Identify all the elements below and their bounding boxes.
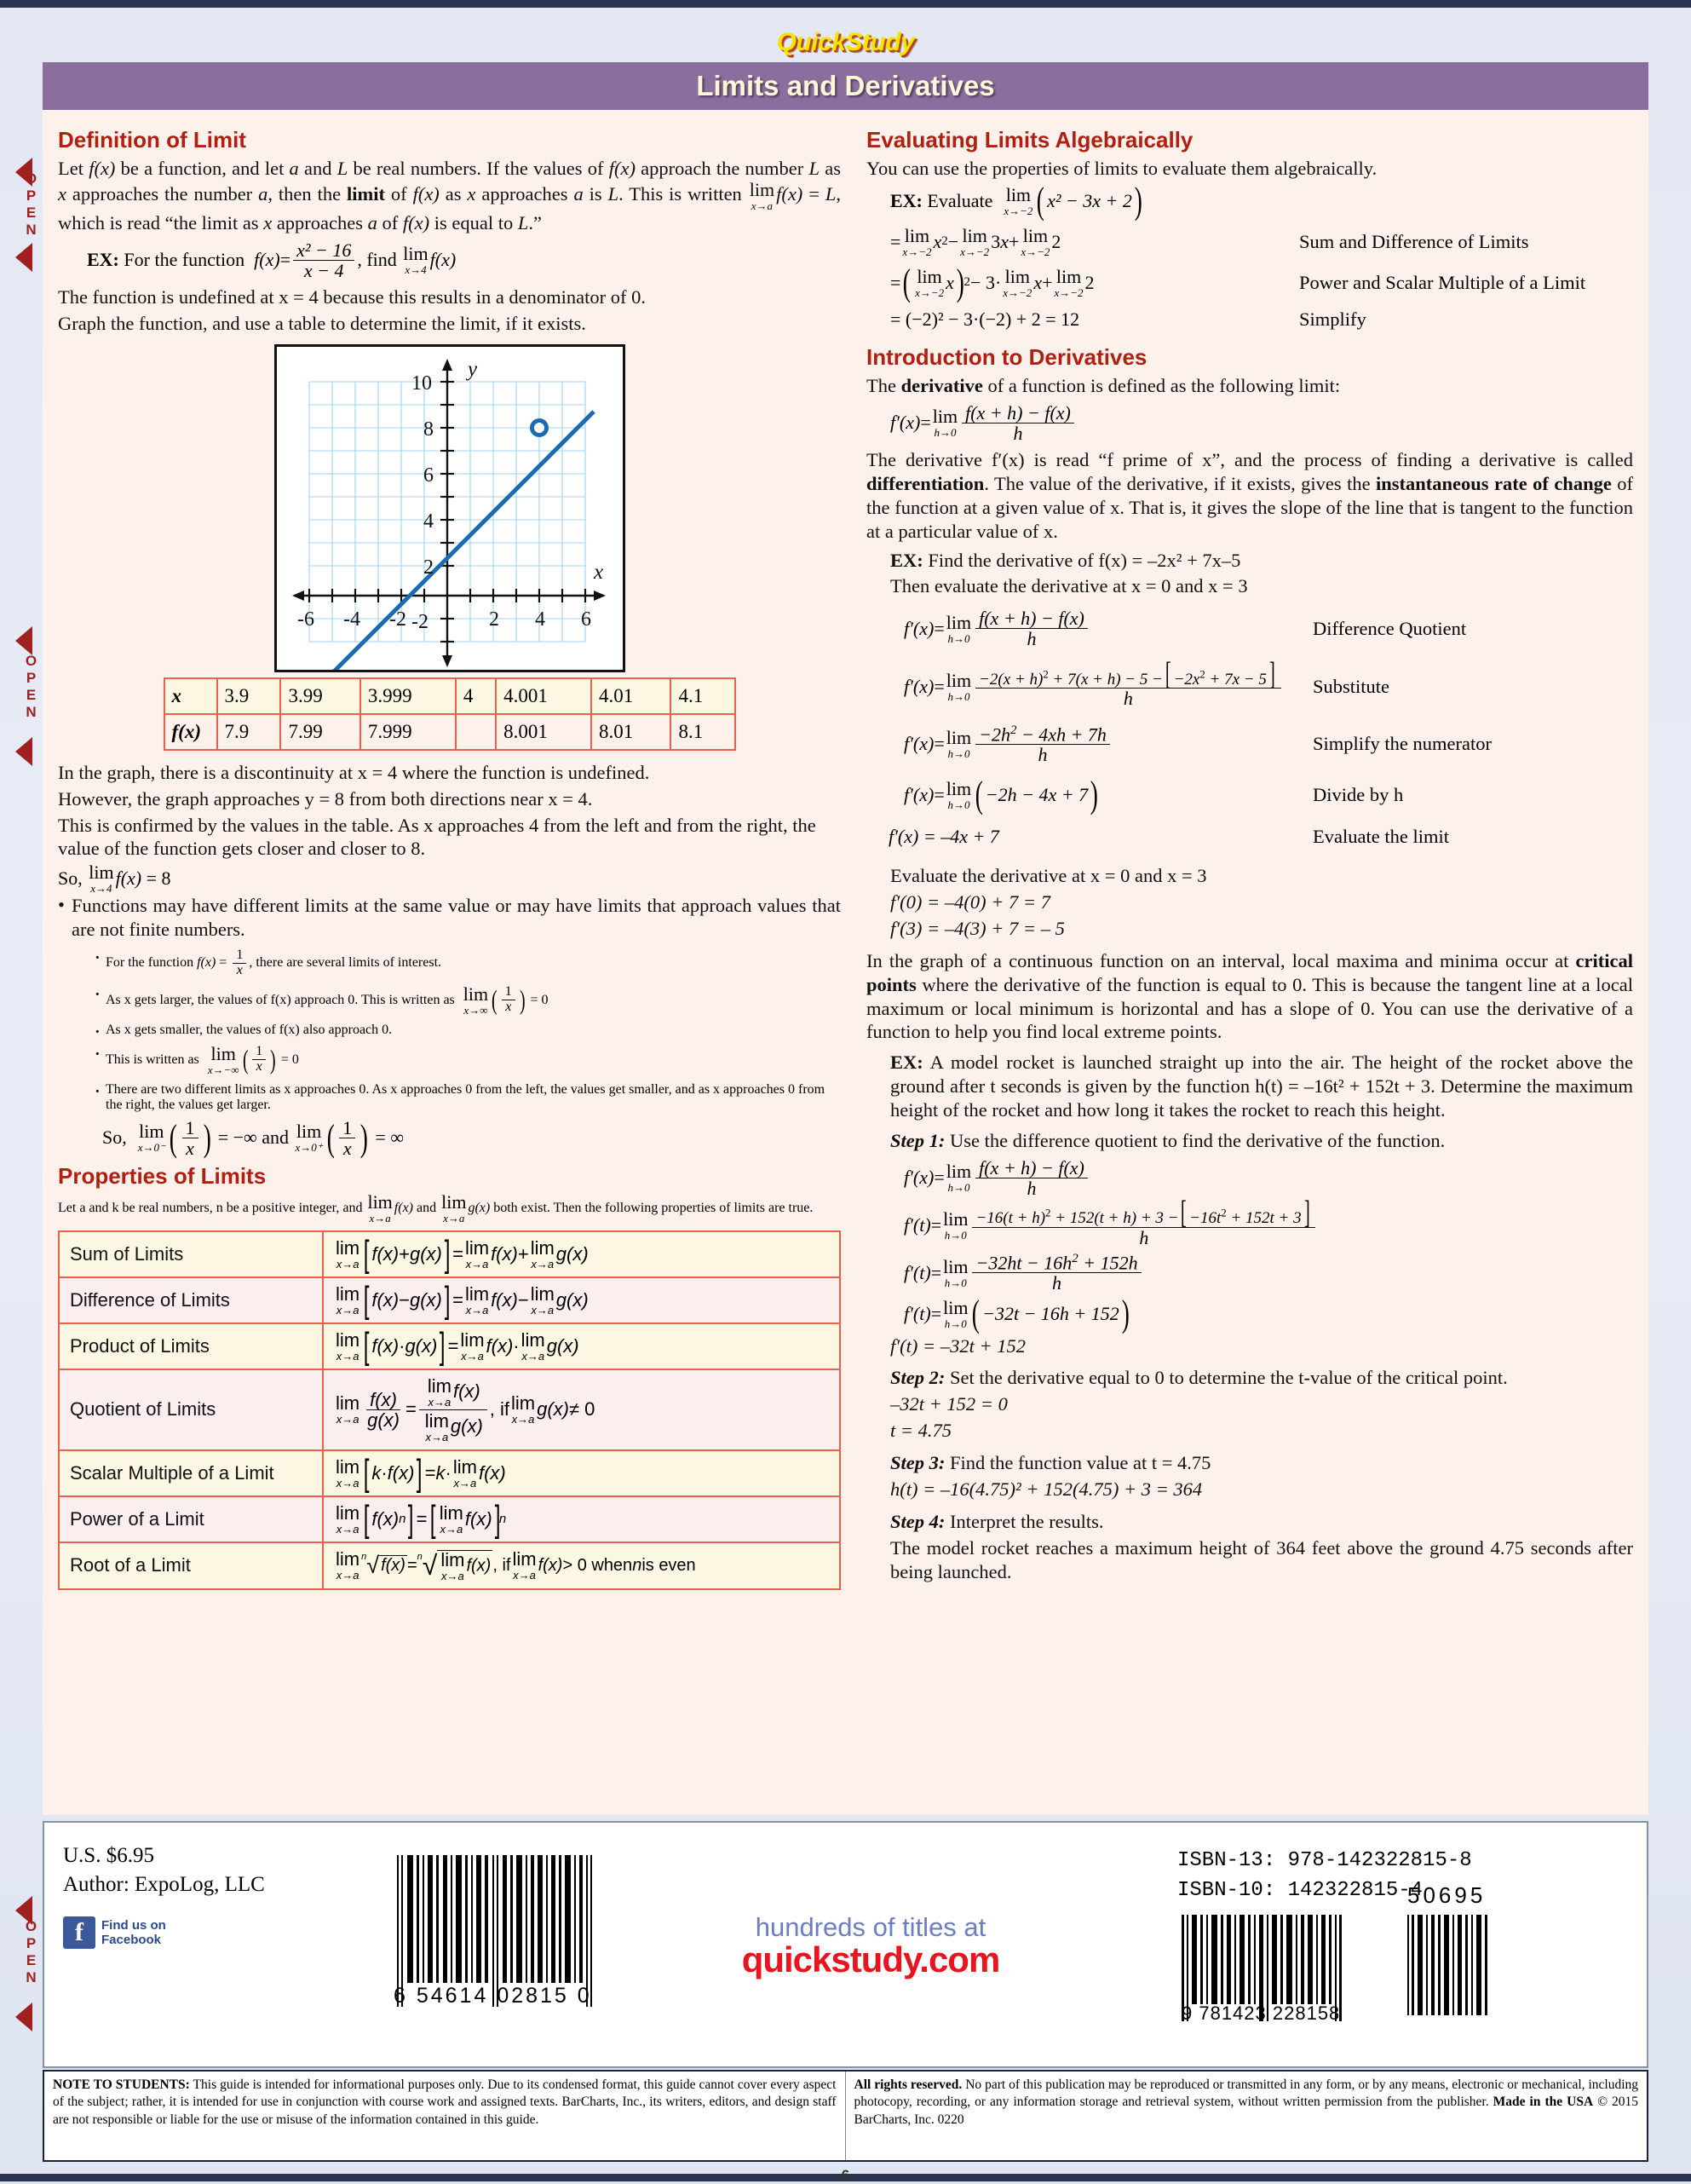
property-formula: lim x→a [ f(x) · g(x) ] = lim x→a f(x) · lim x→a g(x)	[323, 1323, 840, 1369]
text-frag: x	[58, 183, 66, 205]
text-frag: In the graph of a continuous function on an interval, local maxima and minima occur at	[866, 949, 1576, 971]
limit-operator: lim x→∞	[463, 983, 489, 1017]
text-frag: · As x gets larger, the values of f(x) approach 0. This is written as	[106, 992, 455, 1007]
svg-text:6: 6	[423, 464, 434, 487]
facebook-line2: Facebook	[101, 1933, 162, 1947]
cell: 3.99	[280, 678, 359, 714]
table-row	[59, 1231, 840, 1277]
rocket-step2-eq2: t = 4.75	[890, 1420, 952, 1442]
rocket-eq-4: f′(t) = lim h→0 ( −32t − 16h + 152 )	[904, 1292, 1130, 1334]
equation: f′(x) = lim h→0 $\frac{-2(x + h)^2 + 7(x + h) - 5 -[ -2x^2 + 7x - 5]}{h}$	[904, 665, 1313, 709]
row-label: f(x)	[164, 714, 217, 750]
properties-of-limits-table	[58, 1230, 841, 1590]
text-frag: critical points	[866, 949, 1633, 995]
evaluating-step-3	[890, 303, 1633, 336]
open-label: OPEN	[23, 653, 39, 721]
text-frag: of	[377, 211, 403, 233]
limit-operator: lim x→a	[749, 178, 775, 212]
table-row	[164, 714, 735, 750]
evaluating-example: EX: Evaluate lim x→−2 ( x² − 3x + 2 )	[890, 180, 1142, 222]
property-name: Quotient of Limits	[59, 1369, 323, 1450]
limit-operator: lim x→0⁻	[137, 1121, 165, 1155]
text-frag: both exist. Then the following properties of limits are true.	[493, 1200, 814, 1215]
cell: 4	[456, 678, 496, 714]
price-block	[63, 1841, 265, 1899]
svg-text:10: 10	[411, 372, 432, 395]
text-frag: L	[808, 158, 820, 179]
made-label: Made in the USA	[1493, 2095, 1594, 2110]
graph-svg	[277, 347, 623, 670]
limit-operator: lim x→−∞	[207, 1042, 239, 1076]
text-frag: is	[583, 183, 608, 205]
properties-intro: Let a and k be real numbers, n be a positive integer, and lim x→a f(x) and lim x→a g(x) both exist. Then the following properties of limits are true.	[58, 1190, 814, 1225]
step-label: Step 1:	[890, 1129, 946, 1151]
note-label: NOTE TO STUDENTS:	[53, 2077, 190, 2092]
text-frag: a	[573, 183, 584, 205]
step-reason: Power and Scalar Multiple of a Limit	[1299, 271, 1586, 293]
text-frag: , then the	[267, 183, 347, 205]
open-arrow-icon	[15, 2002, 32, 2031]
text-frag: and	[417, 1200, 437, 1215]
equation: = (−2)² − 3·(−2) + 2 = 12	[890, 308, 1080, 330]
step-reason: Sum and Difference of Limits	[1299, 230, 1529, 252]
limit-operator: lim x→4	[403, 243, 429, 277]
undefined-line-2: Graph the function, and use a table to determine the limit, if it exists.	[58, 312, 586, 334]
facebook-line1: Find us on	[101, 1917, 166, 1933]
text-frag: The derivative f′(x) is read “f prime of x”, and the process of finding a derivative is called	[866, 448, 1633, 470]
rocket-step4	[890, 1510, 1633, 1534]
svg-text:4: 4	[534, 608, 545, 631]
open-label: OPEN	[23, 1918, 39, 1986]
so-label: So,	[102, 1127, 127, 1149]
rocket-step2	[890, 1366, 1633, 1390]
step-label: Step 3:	[890, 1452, 946, 1474]
text-frag: instantaneous rate of change	[1376, 472, 1612, 494]
deriv-step-1	[904, 601, 1633, 656]
text-frag: be a function, and let	[115, 158, 290, 179]
table-row	[59, 1369, 840, 1450]
property-formula: lim x→a $\frac{f(x)}{g(x)}$ = lim x→a f(x) lim x→a g(x) , if lim x→a g(x) ≠ 0	[323, 1369, 840, 1450]
sub-point-1: · For the function f(x) = $\frac{1}{x}$ , there are several limits of interest.	[87, 948, 841, 978]
equation	[889, 826, 1297, 848]
limit-operator: lim x→0⁺	[295, 1121, 323, 1155]
rocket-eq-1: f′(x) = lim h→0 $\frac{f(x + h) - f(x)}{h}$	[904, 1158, 1633, 1198]
text-frag: = 0	[280, 1052, 299, 1067]
property-name: Product of Limits	[59, 1323, 323, 1369]
rights-notice	[846, 2072, 1648, 2160]
text-frag: limit	[346, 183, 385, 205]
step-label: Step 2:	[890, 1367, 946, 1389]
final-derivative: f′(x) = –4x + 7	[889, 826, 999, 848]
text-frag: approaches	[475, 183, 574, 205]
price: U.S. $6.95	[63, 1844, 154, 1867]
text-frag: x	[467, 183, 476, 205]
graph-container	[58, 344, 841, 672]
promo-line2: quickstudy.com	[741, 1939, 1000, 1979]
property-name: Sum of Limits	[59, 1231, 323, 1277]
step-reason: Difference Quotient	[1313, 617, 1467, 639]
fraction-numerator: x² − 16	[293, 240, 354, 261]
cell: 4.001	[496, 678, 591, 714]
text-frag: f(x)	[776, 183, 803, 205]
text-frag: The	[866, 374, 901, 396]
promo-line1: hundreds of titles at	[755, 1912, 986, 1942]
text-frag: a	[289, 158, 299, 179]
text-frag: of a function is defined as the following limit:	[982, 374, 1341, 396]
row-label: x	[164, 678, 217, 714]
limit-operator: lim x→a	[441, 1190, 467, 1225]
derivative-example-line2: Then evaluate the derivative at x = 0 and x = 3	[890, 575, 1248, 597]
expression: x² − 3x + 2	[1047, 189, 1132, 211]
text-frag: f(x)	[89, 158, 116, 179]
limit-operator: lim x→4	[89, 861, 114, 896]
text-frag: is equal to	[429, 211, 518, 233]
facebook-link[interactable]	[63, 1916, 166, 1949]
svg-text:-2: -2	[388, 608, 406, 631]
quickstudy-promo[interactable]	[692, 1912, 1050, 1980]
cell: 7.99	[280, 714, 359, 750]
ex-find: , find	[357, 249, 397, 271]
limit-graph	[274, 344, 625, 672]
ex-label: EX:	[890, 549, 923, 571]
text-frag: L	[607, 183, 619, 205]
text-frag: For the function	[106, 955, 198, 971]
derivative-formula: f′(x) = lim h→0 $\frac{f(x + h) - f(x)}{h}$	[890, 403, 1633, 443]
analysis-line-3: This is confirmed by the values in the table. As x approaches 4 from the left and from the right, the value of the function gets closer and closer to 8.	[58, 814, 816, 860]
rights-text: No part of this publication may be reproduced or transmitted in any form, or by any means, electronic or mechanical, including photocopy, recording, or any information storage and retrieval system, without written permission from the publisher.	[854, 2077, 1639, 2110]
step-reason: Simplify	[1299, 308, 1366, 330]
table-row	[59, 1323, 840, 1369]
text-frag: f(x)	[608, 158, 636, 179]
text-frag: Let a and k be real numbers, n be a positive integer, and	[58, 1200, 363, 1215]
cell: 8.1	[670, 714, 734, 750]
derivative-steps	[889, 601, 1633, 856]
deriv-step-4	[904, 772, 1633, 818]
note-text: This guide is intended for informational purposes only. Due to its condensed format, this guide cannot cover every aspect of the subject; rather, it is intended for use in conjunction with course work and assigned texts. BarCharts, Inc., its writers, editors, and design staff are not responsible or liable for the use or misuse of the information contained in this guide.	[53, 2077, 837, 2127]
property-formula: lim x→a [ f(x) n ] = [ lim x→a f(x) ] n	[323, 1496, 840, 1542]
text-frag: differentiation	[866, 472, 985, 494]
rocket-derivative-final: f′(t) = –32t + 152	[890, 1334, 1027, 1357]
deriv-step-5	[889, 818, 1633, 856]
cell: 3.999	[360, 678, 456, 714]
evaluate-derivative-heading: Evaluate the derivative at x = 0 and x = 3	[890, 865, 1207, 887]
sub-point-2: · As x gets larger, the values of f(x) approach 0. This is written as lim x→∞ ( $\frac{1}{x}$ ) = 0	[87, 985, 841, 1016]
property-formula: lim x→a [ k · f(x) ] = k · lim x→a f(x)	[323, 1450, 840, 1496]
text-frag: a	[258, 183, 268, 205]
fraction: $\frac{1}{x}$	[502, 985, 515, 1015]
open-spine	[15, 115, 44, 1986]
derivative-example-line1	[890, 549, 1633, 573]
author: Author: ExpoLog, LLC	[63, 1872, 265, 1896]
critical-points-paragraph	[866, 949, 1633, 1045]
fraction: $\frac{1}{x}$	[233, 948, 246, 978]
evaluating-step-1	[890, 222, 1633, 262]
bullet-limits-note: • Functions may have different limits at the same value or may have limits that approach values that are not finite numbers.	[58, 894, 841, 942]
open-label: OPEN	[23, 170, 39, 239]
deriv-step-3	[904, 717, 1633, 773]
limit-result: So, lim x→4 f(x) = 8	[58, 861, 171, 896]
text-frag: , which is read “the limit as	[58, 183, 841, 233]
text-frag: of the function at a given value of x. That is, it gives the slope of the line that is tangent to the function at a particular value of x.	[866, 472, 1634, 542]
svg-text:2: 2	[423, 556, 434, 579]
property-name: Scalar Multiple of a Limit	[59, 1450, 323, 1496]
made-text: © 2015 BarCharts, Inc. 0220	[854, 2095, 1638, 2127]
facebook-text	[101, 1918, 166, 1948]
text-frag: L	[336, 158, 348, 179]
left-column	[43, 110, 856, 1815]
ex-label: EX:	[890, 1052, 923, 1074]
svg-text:-4: -4	[342, 608, 360, 631]
text-frag: = 0	[530, 992, 549, 1007]
text-frag: f(x)	[402, 211, 430, 233]
property-name: Difference of Limits	[59, 1277, 323, 1323]
footer-panel	[43, 1821, 1648, 2068]
text-frag: L	[825, 183, 837, 205]
text-frag: approaches the number	[66, 183, 259, 205]
discontinuity-hole	[532, 420, 546, 435]
rocket-step3	[890, 1451, 1633, 1475]
text-frag: . This is written	[618, 183, 748, 205]
text-frag: approaches	[272, 211, 368, 233]
cell: 7.9	[217, 714, 281, 750]
note-to-students	[44, 2072, 846, 2160]
limit-operator: lim x→a	[367, 1190, 393, 1225]
rocket-eq-3: f′(t) = lim h→0 $\frac{-32ht - 16h^2 + 152h}{h}$	[904, 1253, 1633, 1294]
text-frag: Let	[58, 158, 89, 179]
right-column	[856, 110, 1648, 1815]
facebook-icon: f	[63, 1916, 95, 1949]
card-sheet	[15, 21, 1676, 2183]
text-frag: · This is written as	[106, 1052, 199, 1067]
cell: 4.1	[670, 678, 734, 714]
so-label: So,	[58, 867, 83, 890]
rocket-step2-eq1: –32t + 152 = 0	[890, 1393, 1008, 1415]
derivative-explanation	[866, 448, 1633, 544]
cell: 7.999	[360, 714, 456, 750]
evaluate-derivative-0: f′(0) = –4(0) + 7 = 7	[890, 890, 1050, 913]
deriv-step-2	[904, 657, 1633, 717]
svg-text:2: 2	[488, 608, 499, 631]
equation: f′(x) = lim h→0 $\frac{f(x + h) - f(x)}{h}$	[904, 608, 1313, 648]
svg-text:-6: -6	[296, 608, 314, 631]
property-formula: lim x→a n √ f(x) = n √ lim x→a f(x) , if lim x→a f(x) > 0 when n is even	[323, 1542, 840, 1589]
open-arrow-icon	[15, 737, 32, 766]
heading-definition-of-limit: Definition of Limit	[58, 127, 246, 153]
isbn-barcode-digits: 9 781423 228158	[1182, 2002, 1341, 2024]
rocket-step4-result: The model rocket reaches a maximum height of 364 feet above the ground 4.75 seconds after being launched.	[890, 1536, 1633, 1582]
step-reason: Divide by h	[1313, 784, 1404, 806]
svg-text:4: 4	[423, 510, 434, 533]
text-frag: = −∞	[217, 1127, 257, 1149]
price-code-svg	[1407, 1915, 1503, 2015]
property-formula: lim x→a [ f(x) − g(x) ] = lim x→a f(x) − lim x→a g(x)	[323, 1277, 840, 1323]
upc-digits: 6 54614 02815 0	[394, 1984, 592, 2008]
text-frag: x	[263, 211, 273, 233]
svg-text:6: 6	[580, 608, 591, 631]
text-frag: A model rocket is launched straight up into the air. The height of the rocket above the ground after t seconds is given by the function h(t) = –16t² + 152t + 3. Determine the maximum height of the rocket and how long it takes the rocket to reach this height.	[890, 1052, 1633, 1121]
step-reason: Substitute	[1313, 675, 1390, 697]
text-frag: be real numbers. If the values of	[348, 158, 609, 179]
one-sided-limits: So, lim x→0⁻ ( $\frac{1}{x}$ ) = −∞ and lim x→0⁺ ( $\frac{1}{x}$ ) = ∞	[102, 1116, 405, 1159]
text-frag: as	[820, 158, 841, 179]
cell	[456, 714, 496, 750]
property-formula: lim x→a [ f(x) + g(x) ] = lim x→a f(x) + lim x→a g(x)	[323, 1231, 840, 1277]
step-reason: Simplify the numerator	[1313, 733, 1492, 755]
text-frag: derivative	[900, 374, 983, 396]
table-row	[164, 678, 735, 714]
fraction: $\frac{f(x + h) - f(x)}{h}$	[962, 403, 1074, 443]
ex-label: EX:	[890, 189, 923, 211]
sub-point-5: · There are two different limits as x approaches 0. As x approaches 0 from the left, the values get smaller, and as x approaches 0 from the right, the values get larger.	[87, 1082, 841, 1113]
definition-example: EX: For the function f(x) = $\frac{\text{x² − 16}}{x - 4}$ , find lim x→4 f(x)	[87, 239, 457, 281]
isbn-13: ISBN-13: 978-142322815-8	[1177, 1849, 1472, 1872]
text-frag: and	[262, 1127, 289, 1149]
limit-operator: lim x→−2	[1004, 183, 1033, 217]
page-number: 6	[841, 2167, 850, 2183]
text-frag: Interpret the results.	[950, 1510, 1104, 1532]
cell: 8.01	[591, 714, 670, 750]
svg-text:8: 8	[423, 418, 434, 441]
table-row	[59, 1277, 840, 1323]
rocket-step3-eq: h(t) = –16(4.75)² + 152(4.75) + 3 = 364	[890, 1478, 1203, 1501]
equation: = lim x→−2 x 2 − lim x→−2 3 x + lim x→−2 2	[890, 224, 1061, 258]
heading-properties-of-limits: Properties of Limits	[58, 1162, 267, 1189]
fraction: $\frac{1}{x}$	[339, 1118, 355, 1158]
isbn-10: ISBN-10: 142322815-4	[1177, 1878, 1424, 1902]
x-axis-label: x	[593, 560, 603, 584]
text-frag: L	[517, 211, 529, 233]
definition-paragraph: Let f(x) be a function, and let a and L be real numbers. If the values of f(x) approach the number L as x approaches the number a, then the limit of f(x) as x approaches a is L. This is written lim x→a f(x) = L, which is read “the limit as x approaches a of f(x) is equal to L.”	[58, 158, 841, 233]
equation: f′(x) = lim h→0 ( −2h − 4x + 7 )	[904, 774, 1098, 816]
rights-label: All rights reserved.	[854, 2077, 963, 2092]
equation: = ( lim x→−2 x ) 2 − 3· lim x→−2 x + lim x→−2 2	[890, 262, 1095, 304]
sub-point-4: · This is written as lim x→−∞ ( $\frac{1}{x}$ ) = 0	[87, 1045, 841, 1075]
sub-point-3: · As x gets smaller, the values of f(x) also approach 0.	[87, 1023, 841, 1038]
heading-evaluating-limits: Evaluating Limits Algebraically	[866, 127, 1193, 153]
text-frag: .”	[528, 211, 542, 233]
heading-intro-derivatives: Introduction to Derivatives	[866, 343, 1147, 370]
table-row	[59, 1542, 840, 1589]
isbn-barcode	[1182, 1915, 1386, 2024]
fraction-denominator: x − 4	[303, 259, 344, 281]
limit-operator: lim h→0	[932, 406, 958, 440]
limit-value: = 8	[146, 867, 171, 890]
tick-labels	[297, 372, 591, 633]
text-frag: of	[384, 183, 413, 205]
ex-text: For the function	[124, 249, 245, 271]
analysis-line-1: In the graph, there is a discontinuity at x = 4 where the function is undefined.	[58, 761, 650, 783]
analysis-line-2: However, the graph approaches y = 8 from both directions near x = 4.	[58, 787, 593, 810]
upc-barcode	[394, 1855, 658, 2007]
cell: 4.01	[591, 678, 670, 714]
text-frag: Set the derivative equal to 0 to determine the t-value of the critical point.	[950, 1367, 1508, 1389]
evaluating-intro: You can use the properties of limits to evaluate them algebraically.	[866, 158, 1378, 179]
quickstudy-logo: QuickStudy	[776, 28, 915, 56]
text-frag: Find the function value at t = 4.75	[950, 1452, 1211, 1474]
open-arrow-icon	[15, 243, 32, 272]
text-frag: = ∞	[375, 1127, 405, 1149]
svg-text:-2: -2	[411, 610, 429, 633]
derivative-definition-intro	[866, 374, 1633, 398]
evaluate-derivative-3: f′(3) = –4(3) + 7 = – 5	[890, 917, 1065, 939]
limit-value-table	[164, 677, 736, 751]
property-name: Power of a Limit	[59, 1496, 323, 1542]
step-label: Step 4:	[890, 1510, 946, 1532]
page-title: Limits and Derivatives	[696, 70, 995, 101]
rocket-step1	[890, 1129, 1633, 1153]
legal-notes	[43, 2070, 1648, 2162]
text-frag: where the derivative of the function is equal to 0. This is because the tangent line at a local maximum or local minimum is horizontal and has a slope of 0. You can use the derivative of a function to help you find local extreme points.	[866, 973, 1633, 1043]
text-frag: Use the difference quotient to find the derivative of the function.	[950, 1129, 1446, 1151]
text-frag: . The value of the derivative, if it exists, gives the	[984, 472, 1376, 494]
text-frag: a	[367, 211, 377, 233]
ex-text: Evaluate	[927, 189, 993, 211]
cell: 8.001	[496, 714, 591, 750]
ex-label: EX:	[87, 249, 119, 271]
table-row	[59, 1496, 840, 1542]
text-frag: , there are several limits of interest.	[249, 955, 442, 971]
undefined-line-1: The function is undefined at x = 4 because this results in a denominator of 0.	[58, 285, 647, 308]
price-code-barcode	[1407, 1882, 1503, 2015]
y-axis-label: y	[467, 357, 477, 381]
fraction	[293, 240, 354, 280]
property-name: Root of a Limit	[59, 1542, 323, 1589]
fraction: $\frac{1}{x}$	[252, 1045, 266, 1075]
equation: f′(x) = lim h→0 $\frac{-2h^2 - 4xh + 7h}{h}$	[904, 724, 1313, 765]
content-panel	[43, 110, 1648, 1815]
evaluating-step-2	[890, 262, 1633, 303]
text-frag: as	[439, 183, 468, 205]
table-row	[59, 1450, 840, 1496]
text-frag: Find the derivative of f(x) = –2x² + 7x–5	[928, 549, 1241, 571]
rocket-eq-2: f′(t) = lim h→0 $\frac{-16(t + h)^2 + 152(t + h) + 3 -[ -16t^2 + 152t + 3]}{h}$	[904, 1203, 1633, 1248]
step-reason: Evaluate the limit	[1313, 826, 1449, 848]
title-bar	[43, 62, 1648, 110]
text-frag: and	[298, 158, 337, 179]
fraction: $\frac{1}{x}$	[182, 1118, 198, 1158]
cell: 3.9	[217, 678, 281, 714]
text-frag: approach the number	[635, 158, 809, 179]
price-code-digits: 50695	[1407, 1882, 1487, 1908]
text-frag: f(x)	[412, 183, 440, 205]
rocket-example	[890, 1051, 1633, 1122]
